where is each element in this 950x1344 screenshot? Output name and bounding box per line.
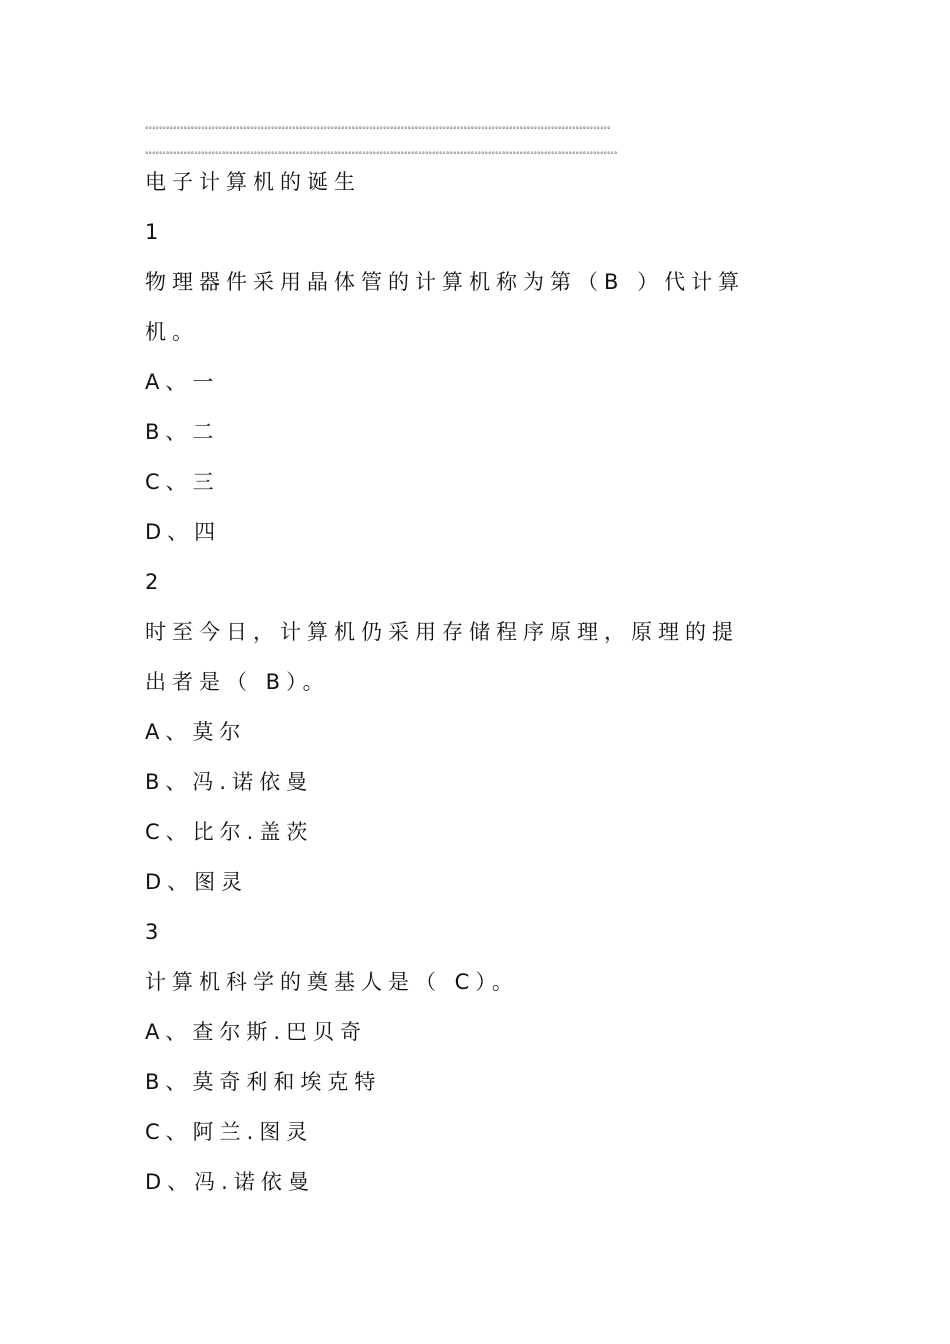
question-stem-continued: 出者是（ B）。	[145, 670, 330, 694]
answer-option: B、冯.诺依曼	[145, 770, 314, 794]
question-stem: 计算机科学的奠基人是（ C）。	[145, 970, 519, 994]
answer-option: D、四	[145, 520, 222, 544]
dotted-separator-bottom: °°°°°°°°°°°°°°°°°°°°°°°°°°°°°°°°°°°°°°°°°°°°°°°°°°°°°°°°°°°°°°°°°°°°°°°°°°°°°°°°°°°°°°°°°°°°°°°°°°°°°°°°°°°°°°°°°°°°°°°°°°°°°°°°°°°°°°°	[145, 151, 618, 159]
question-number: 1	[145, 220, 165, 244]
answer-option: A、莫尔	[145, 720, 247, 744]
answer-option: C、比尔.盖茨	[145, 820, 314, 844]
answer-option: B、莫奇利和埃克特	[145, 1070, 382, 1094]
dotted-separator-top: °°°°°°°°°°°°°°°°°°°°°°°°°°°°°°°°°°°°°°°°°°°°°°°°°°°°°°°°°°°°°°°°°°°°°°°°°°°°°°°°°°°°°°°°°°°°°°°°°°°°°°°°°°°°°°°°°°°°°°°°°°°°°°°°°°°°°	[145, 126, 611, 134]
question-number: 2	[145, 570, 165, 594]
question-stem: 时至今日，计算机仍采用存储程序原理，原理的提	[145, 620, 739, 644]
answer-option: D、图灵	[145, 870, 249, 894]
answer-option: D、冯.诺依曼	[145, 1170, 315, 1194]
question-number: 3	[145, 920, 165, 944]
document-content	[145, 167, 805, 1217]
answer-option: A、查尔斯.巴贝奇	[145, 1020, 368, 1044]
section-title: 电子计算机的诞生	[145, 170, 361, 194]
question-stem-continued: 机。	[145, 320, 199, 344]
answer-option: C、三	[145, 470, 220, 494]
answer-option: C、阿兰.图灵	[145, 1120, 314, 1144]
question-stem: 物理器件采用晶体管的计算机称为第（B ）代计算	[145, 270, 746, 294]
answer-option: A、一	[145, 370, 220, 394]
answer-option: B、二	[145, 420, 220, 444]
